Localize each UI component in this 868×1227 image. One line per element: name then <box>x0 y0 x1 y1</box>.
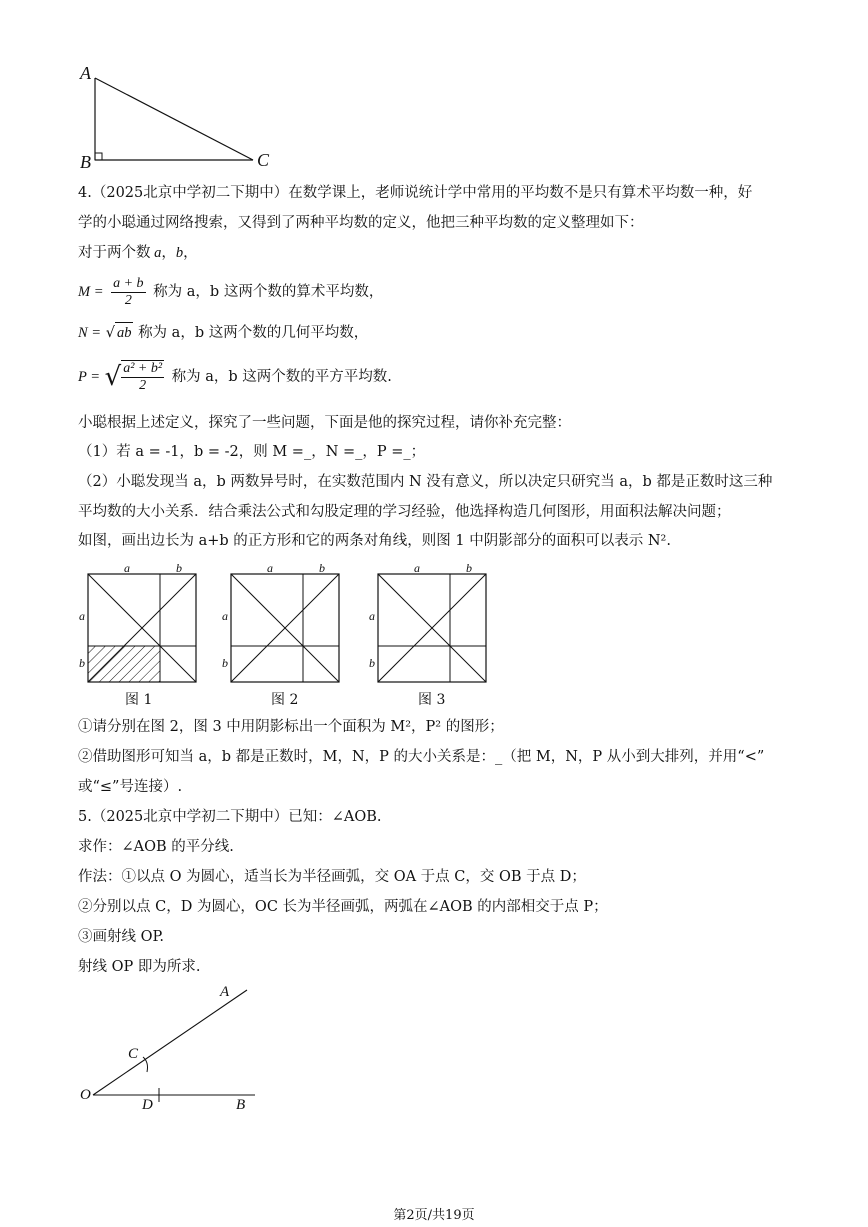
q5-step3: ③画射线 OP. <box>78 929 164 945</box>
def-p: P = √ $\frac{\text{a² + b²}}{2}$ 称为 a，b 这两个数的平方平均数. <box>78 361 392 393</box>
n-text: 称为 a，b 这两个数的几何平均数， <box>138 325 369 341</box>
point-b-label: B <box>80 152 91 172</box>
q5-point-o: O <box>80 1087 91 1103</box>
q4-line-1 <box>78 183 752 203</box>
p-text: 称为 a，b 这两个数的平方平均数. <box>171 369 392 385</box>
point-c-label: C <box>257 150 270 170</box>
m-numerator: a + b <box>113 275 144 291</box>
figure-3 <box>378 574 486 682</box>
q4-intro-1: 在数学课上，老师说统计学中常用的平均数不是只有算术平均数一种，好 <box>288 185 753 201</box>
fig2-top-a: a <box>267 561 273 575</box>
m-denominator: 2 <box>124 292 132 308</box>
fig2-side-a: a <box>222 609 228 623</box>
fig1-top-b: b <box>176 561 182 575</box>
fig3-top-b: b <box>466 561 472 575</box>
q5-number: 5. <box>78 809 92 825</box>
q4-circ2-2: 或“≤”号连接）. <box>78 779 183 795</box>
q5-point-b: B <box>236 1097 246 1113</box>
fig1-caption: 图 1 <box>125 692 153 708</box>
fig1-top-a: a <box>124 561 130 575</box>
q4-circ2-1: ②借助图形可知当 a，b 都是正数时，M，N，P 的大小关系是：_（把 M，N，P 从小到大排列，并用“<” <box>78 749 765 765</box>
fig2-side-b: b <box>222 656 228 670</box>
fig3-top-a: a <box>414 561 420 575</box>
q5-point-d: D <box>142 1097 153 1113</box>
page-footer: 第2页/共19页 <box>393 1208 475 1223</box>
q4-number: 4. <box>78 185 92 201</box>
q4-circ1: ①请分别在图 2，图 3 中用阴影标出一个面积为 M²，P² 的图形； <box>78 719 504 735</box>
fig2-caption: 图 2 <box>271 692 299 708</box>
q4-intro-2: 学的小聪通过网络搜索，又得到了两种平均数的定义，他把三种平均数的定义整理如下： <box>78 215 644 231</box>
def-n: N = √ ab 称为 a，b 这两个数的几何平均数， <box>78 322 368 343</box>
q5-line-1 <box>78 807 382 827</box>
q4-part2-3: 如图，画出边长为 a+b 的正方形和它的两条对角线，则图 1 中阴影部分的面积可以表示 N². <box>78 533 671 549</box>
p-numerator: a² + b² <box>123 361 163 376</box>
m-text: 称为 a，b 这两个数的算术平均数， <box>153 284 384 300</box>
n-radicand: ab <box>115 322 134 343</box>
fig1-side-a: a <box>79 609 85 623</box>
q5-task: 求作：∠AOB 的平分线. <box>78 839 234 855</box>
q5-result: 射线 OP 即为所求. <box>78 959 201 975</box>
p-label: P = <box>78 369 101 385</box>
m-fraction <box>111 276 145 309</box>
q5-source: （2025北京中学初二下期中） <box>91 809 289 825</box>
q4-part1: （1）若 a = -1，b = -2，则 M =_，N =_，P =_； <box>78 444 426 460</box>
q4-part2-2: 平均数的大小关系．结合乘法公式和勾股定理的学习经验，他选择构造几何图形，用面积法解决问题； <box>78 504 731 520</box>
fig3-caption: 图 3 <box>418 692 446 708</box>
fig2-top-b: b <box>319 561 325 575</box>
q5-step1: 作法：①以点 O 为圆心，适当长为半径画弧，交 OA 于点 C，交 OB 于点 D； <box>78 869 586 885</box>
n-label: N = <box>78 325 102 341</box>
q5-point-c: C <box>128 1046 139 1062</box>
def-m <box>78 275 383 309</box>
q5-step2: ②分别以点 C，D 为圆心，OC 长为半径画弧，两弧在∠AOB 的内部相交于点 P； <box>78 899 608 915</box>
m-label: M = <box>78 284 104 300</box>
figure-2 <box>231 574 339 682</box>
square-figures <box>74 558 494 688</box>
fig1-side-b: b <box>79 656 85 670</box>
q4-for-two: 对于两个数 a，b， <box>78 245 198 261</box>
point-a-label: A <box>80 63 91 83</box>
q4-part2-1: （2）小聪发现当 a，b 两数异号时，在实数范围内 N 没有意义，所以决定只研究当 a，b 都是正数时这三种 <box>78 474 773 490</box>
q5-given: 已知：∠AOB. <box>288 809 382 825</box>
for-two-text: 对于两个数 <box>78 245 151 261</box>
q4-explore: 小聪根据上述定义，探究了一些问题，下面是他的探究过程，请你补充完整： <box>78 415 571 431</box>
fig3-side-a: a <box>369 609 375 623</box>
p-denominator: 2 <box>139 378 147 393</box>
q4-source: （2025北京中学初二下期中） <box>91 185 289 201</box>
fig3-side-b: b <box>369 656 375 670</box>
figure-1 <box>88 574 196 682</box>
q5-point-a: A <box>220 984 230 1000</box>
p-fraction <box>121 360 164 394</box>
